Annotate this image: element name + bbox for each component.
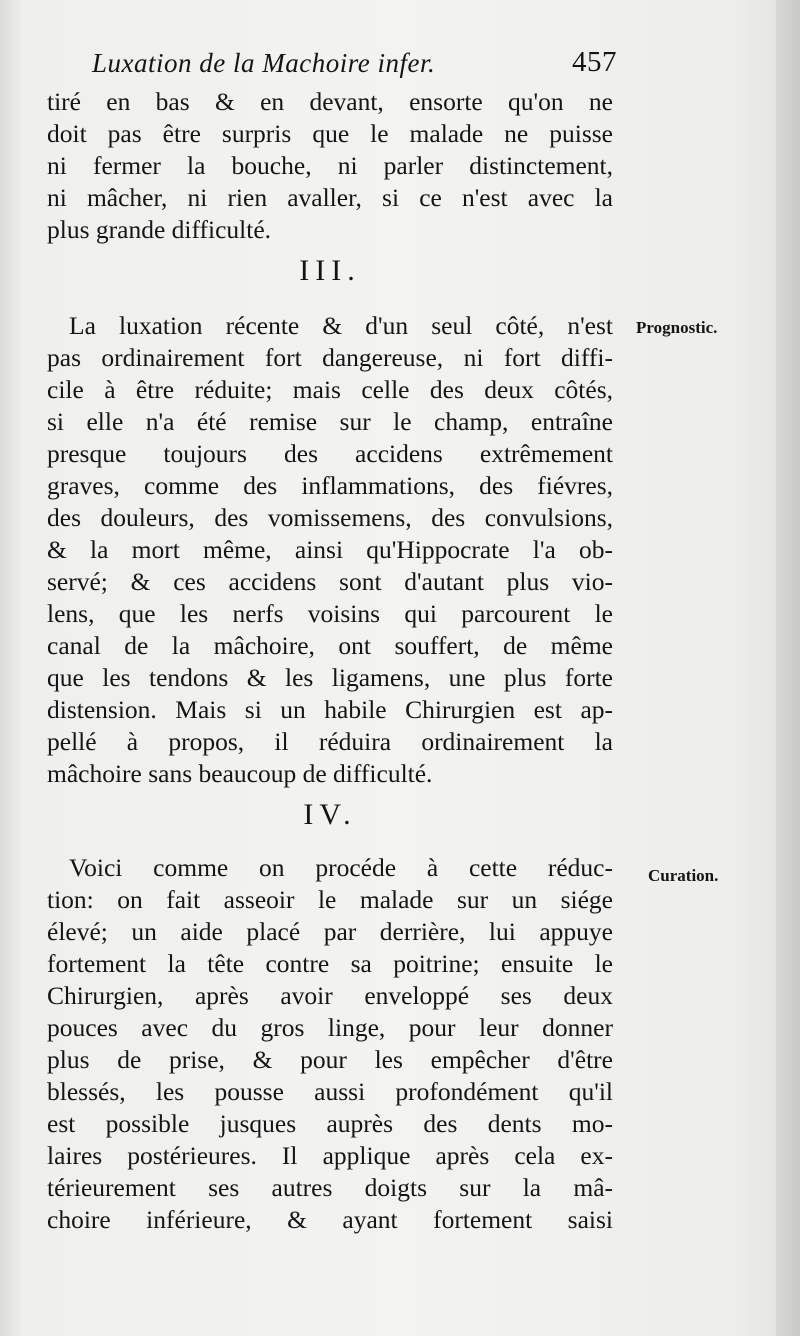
margin-note-prognostic: Prognostic. (636, 318, 718, 337)
text-line: ni fermer la bouche, ni parler distinctement, (47, 151, 613, 180)
text-line: des douleurs, des vomissemens, des convulsions, (47, 503, 613, 532)
text-line: lens, que les nerfs voisins qui parcourent le (47, 599, 613, 628)
running-title: Luxation de la Machoire infer. (92, 48, 436, 78)
text-line: Voici comme on procéde à cette réduc- (69, 853, 613, 882)
text-line: plus de prise, & pour les empêcher d'être (47, 1045, 613, 1074)
text-line: canal de la mâchoire, ont souffert, de même (47, 631, 613, 660)
section-heading-iv: IV. (303, 798, 357, 831)
text-line: plus grande difficulté. (47, 215, 272, 244)
page-number: 457 (572, 46, 617, 78)
text-line: pouces avec du gros linge, pour leur donner (47, 1013, 613, 1042)
text-line: laires postérieures. Il applique après cela ex- (47, 1141, 613, 1170)
text-line: si elle n'a été remise sur le champ, entraîne (47, 407, 613, 436)
margin-note-curation: Curation. (648, 866, 719, 885)
text-line: & la mort même, ainsi qu'Hippocrate l'a ob- (47, 535, 613, 564)
text-line: choire inférieure, & ayant fortement saisi (47, 1205, 613, 1234)
text-line: élevé; un aide placé par derrière, lui appuye (47, 917, 613, 946)
text-line: tiré en bas & en devant, ensorte qu'on ne (47, 87, 613, 116)
section-heading-iii: III. (299, 254, 361, 287)
page-edge (776, 0, 800, 1336)
text-line: pas ordinairement fort dangereuse, ni fort diffi- (47, 343, 613, 372)
text-line: pellé à propos, il réduira ordinairement la (47, 727, 613, 756)
text-line: Chirurgien, après avoir enveloppé ses deux (47, 981, 613, 1010)
text-line: graves, comme des inflammations, des fiévres, (47, 471, 613, 500)
text-line: cile à être réduite; mais celle des deux côtés, (47, 375, 613, 404)
text-line: mâchoire sans beaucoup de difficulté. (47, 759, 433, 788)
text-line: doit pas être surpris que le malade ne puisse (47, 119, 613, 148)
text-line: presque toujours des accidens extrêmement (47, 439, 613, 468)
text-line: blessés, les pousse aussi profondément qu'il (47, 1077, 613, 1106)
text-line: térieurement ses autres doigts sur la mâ- (47, 1173, 613, 1202)
text-line: est possible jusques auprès des dents mo- (47, 1109, 613, 1138)
text-line: que les tendons & les ligamens, une plus forte (47, 663, 613, 692)
text-line: fortement la tête contre sa poitrine; ensuite le (47, 949, 613, 978)
text-line: ni mâcher, ni rien avaller, si ce n'est avec la (47, 183, 613, 212)
running-header (92, 48, 617, 84)
text-line: tion: on fait asseoir le malade sur un siége (47, 885, 613, 914)
text-line: La luxation récente & d'un seul côté, n'est (69, 311, 613, 340)
text-line: distension. Mais si un habile Chirurgien est ap- (47, 695, 613, 724)
text-line: servé; & ces accidens sont d'autant plus vio- (47, 567, 613, 596)
